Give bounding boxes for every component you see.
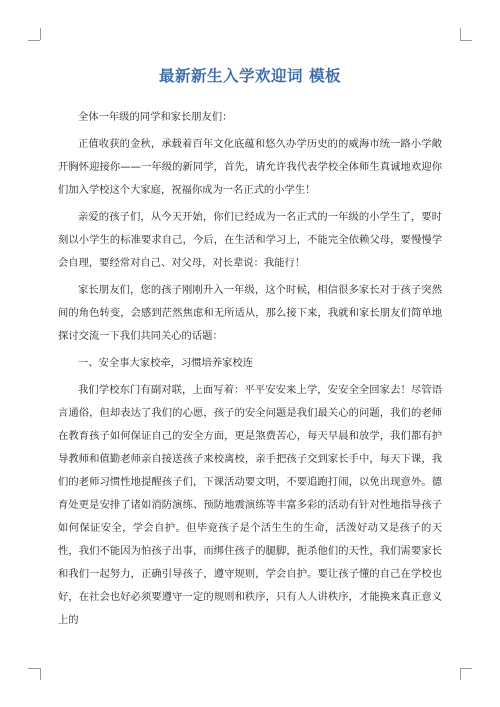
safety-paragraph: 我们学校东门有副对联，上面写着：平平安安来上学，安安全全回家去！尽管语言通俗，但却表达了我们的心愿，孩子的安全问题是我们最关心的问题，我们的老师在教育孩子如何保证自己的安全方面，更是煞费苦心，每天早晨和放学，我们都有护导教师和值勤老师亲自接送孩子来校离校，亲手把孩子交到家长手中，每天下课，我们的老师习惯性地提醒孩子们，下课活动要文明，不要追跑打闹，以免出现意外。德育处更是安排了诸如消防演练、预防地震演练等丰富多彩的活动有针对性地指导孩子如何保证安全，学会自护。但毕竟孩子是个活生生的生命，活泼好动又是孩子的天性，我们不能因为怕孩子出事，而绑住孩子的腿脚，扼杀他们的天性，我们需要家长和我们一起努力，正确引导孩子，遵守规则，学会自护。要让孩子懂的自己在学校也好，在社会也好必须要遵守一定的规则和秩序，只有人人讲秩序，才能换来真正意义上的: [58, 384, 442, 626]
welcome-paragraph: 正值收获的金秋，承载着百年文化底蕴和悠久办学历史的的威海市统一路小学敞开胸怀迎接你——一年级的新同学，首先，请允许我代表学校全体师生真诚地欢迎你们加入学校这个大家庭，祝福你成为一名正式的小学生！: [58, 138, 442, 196]
parents-paragraph: 家长朋友们，您的孩子刚刚升入一年级，这个时候，相信很多家长对于孩子突然间的角色转变，会感到茫然焦虑和无所适从，那么接下来，我就和家长朋友们简单地探讨交流一下我们共同关心的话题：: [58, 284, 442, 342]
crop-mark-bottom-left: [28, 668, 40, 669]
crop-mark-bottom-right: [460, 668, 472, 669]
document-title: 最新新生入学欢迎词 模板: [159, 67, 341, 85]
crop-mark-top-left: [28, 40, 40, 41]
greeting-paragraph: 全体一年级的同学和家长朋友们：: [78, 111, 233, 123]
crop-mark-top-left: [40, 28, 41, 40]
crop-mark-top-right: [460, 28, 461, 40]
document-body: [58, 106, 442, 686]
crop-mark-top-right: [460, 40, 472, 41]
crop-mark-bottom-right: [460, 668, 461, 680]
crop-mark-bottom-left: [40, 668, 41, 680]
section-heading: 一、安全事大家校牵，习惯培养家校连: [78, 357, 254, 369]
children-paragraph: 亲爱的孩子们，从今天开始，你们已经成为一名正式的一年级的小学生了，要时刻以小学生的标准要求自己，今后，在生活和学习上，不能完全依赖父母，要慢慢学会自理，要经常对自己、对父母，对长辈说：我能行！: [58, 211, 442, 269]
